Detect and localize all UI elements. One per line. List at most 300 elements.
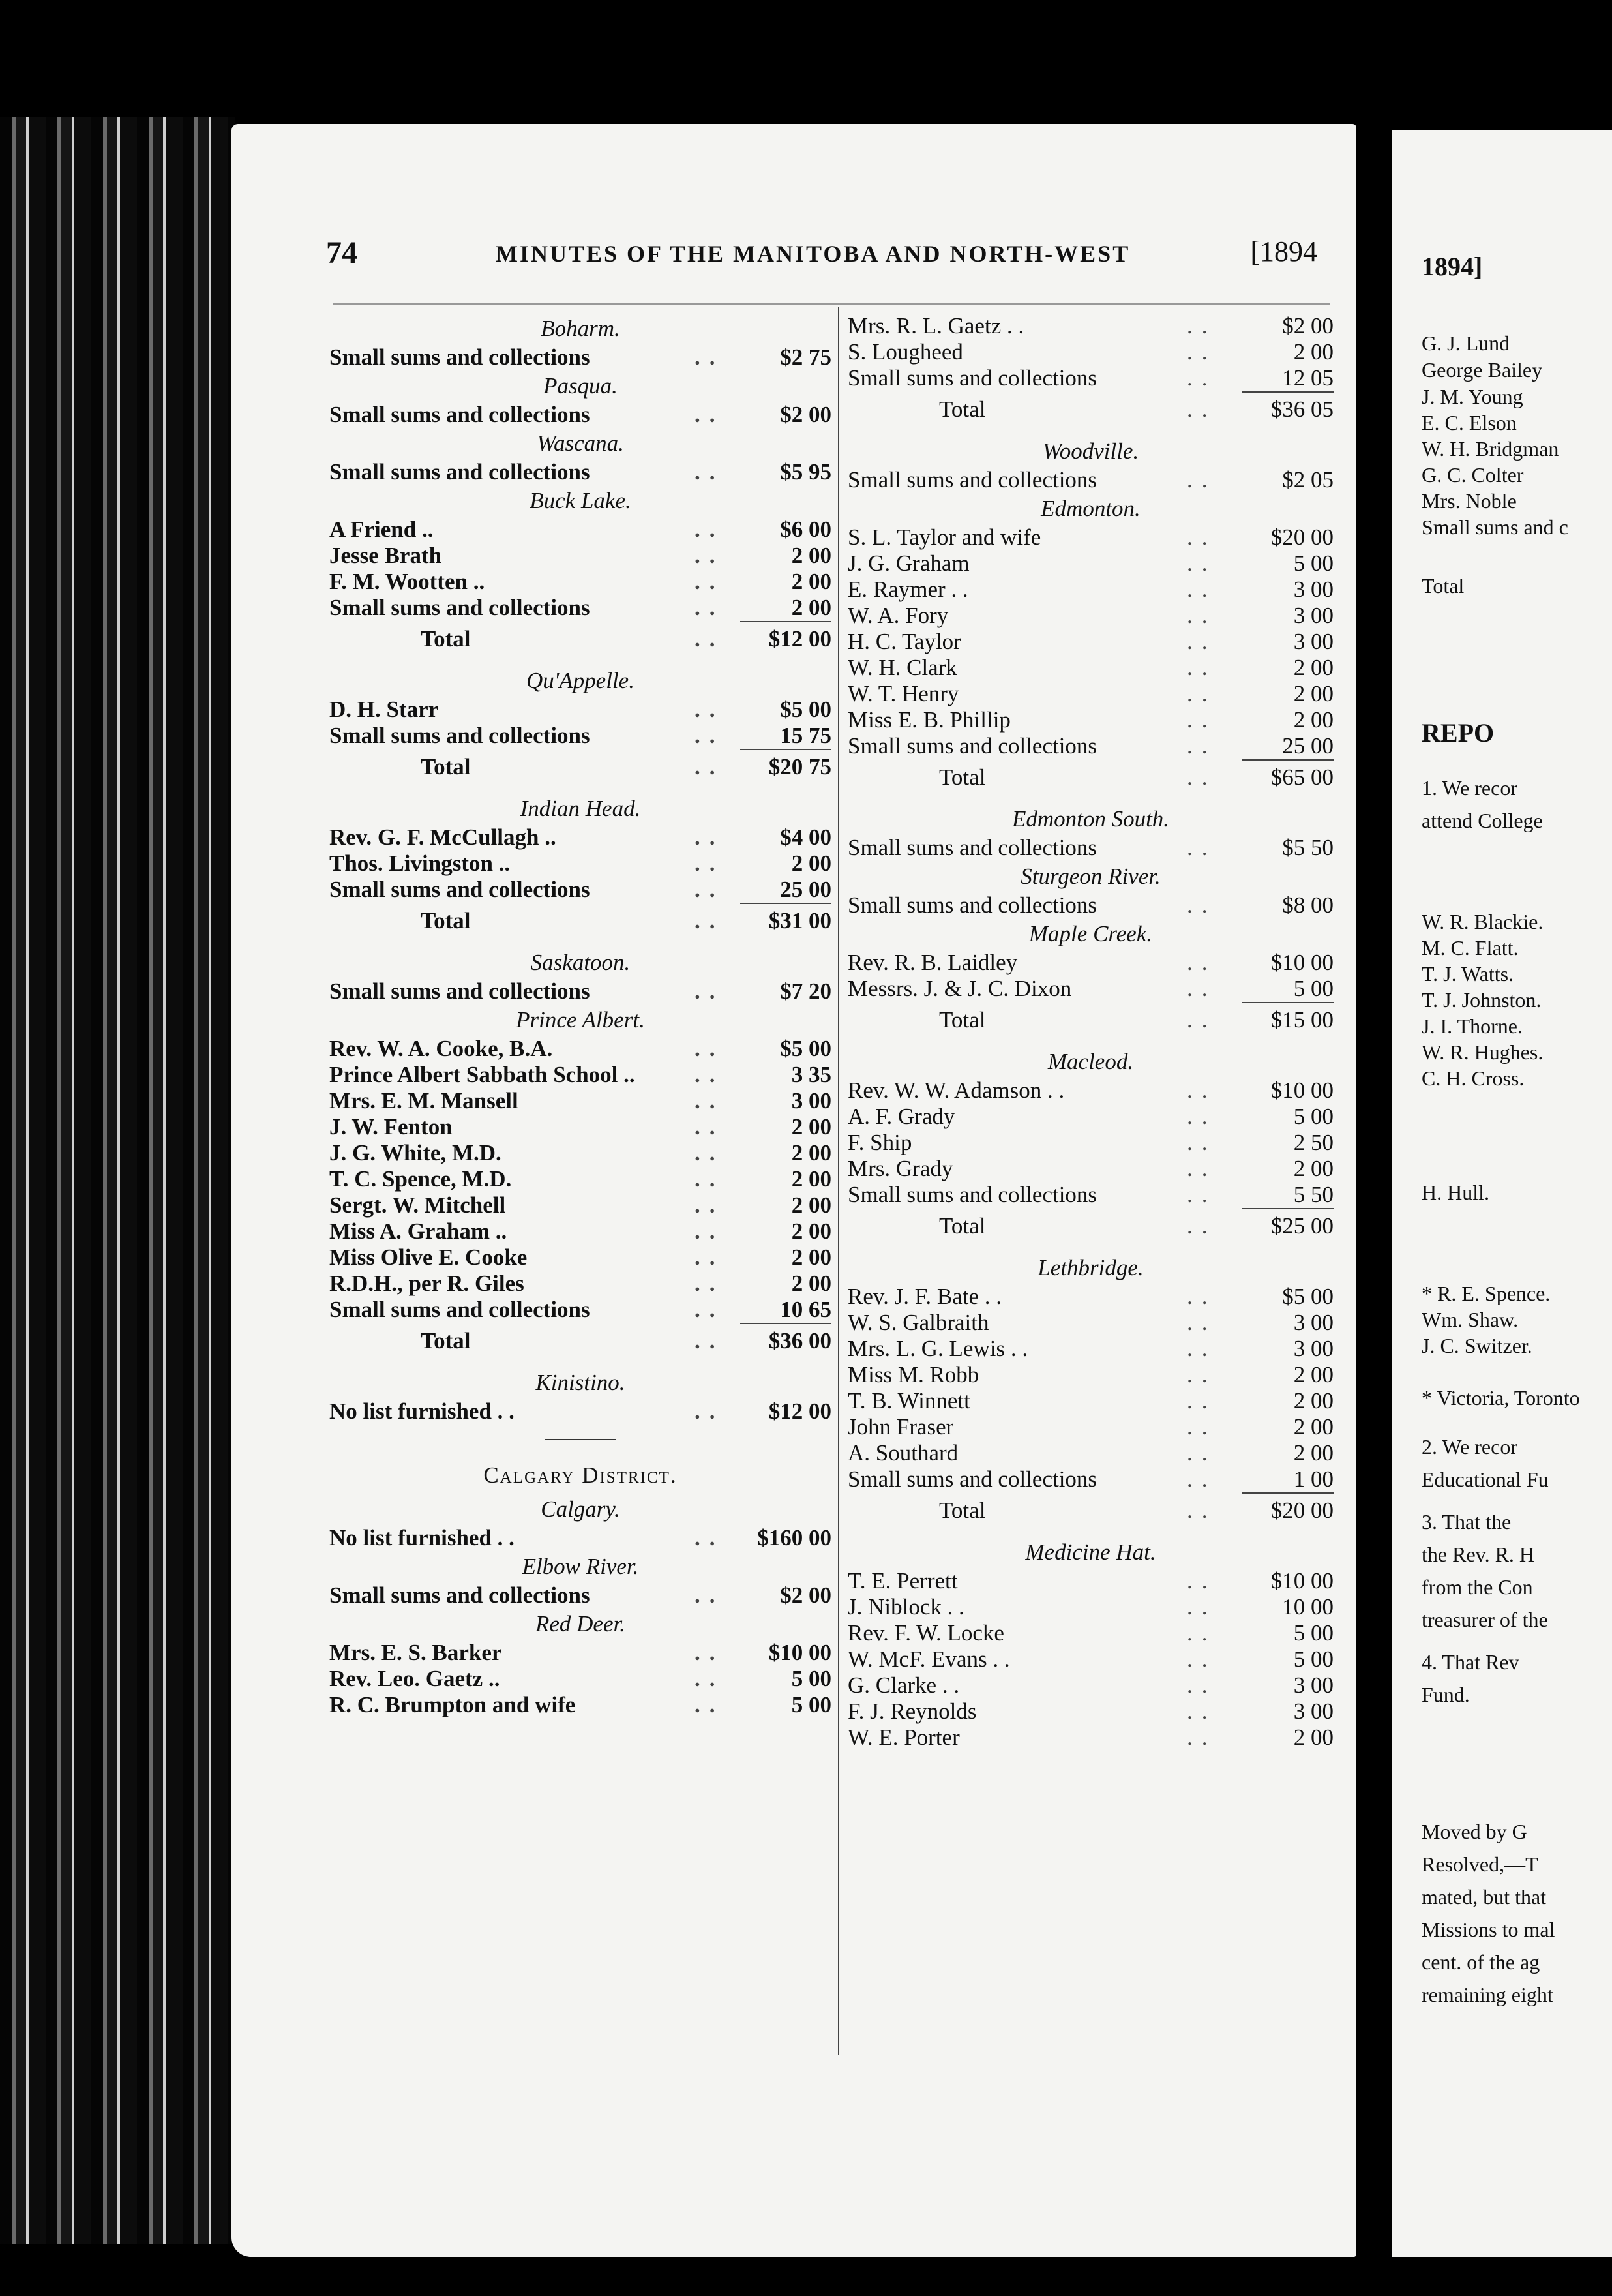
district-heading: Calgary District. xyxy=(483,1462,678,1488)
right-column xyxy=(848,313,1334,1751)
entry-row xyxy=(329,1297,831,1323)
contributor-name: R. C. Brumpton and wife xyxy=(329,1692,576,1717)
amount: 2 00 xyxy=(791,851,831,876)
page-gutter xyxy=(1356,117,1392,2270)
total-amount: $31 00 xyxy=(768,908,831,933)
amount: 10 00 xyxy=(1282,1594,1334,1620)
contributor-name: T. C. Spence, M.D. xyxy=(329,1166,512,1192)
amount: $5 00 xyxy=(780,697,831,722)
leader-dots: .. xyxy=(1187,1213,1217,1239)
contributor-name: No list furnished . . xyxy=(329,1525,515,1550)
contributor-name: John Fraser xyxy=(848,1414,954,1440)
amount: 2 00 xyxy=(791,1166,831,1192)
header-rule xyxy=(333,303,1330,305)
entry-row xyxy=(329,1692,831,1718)
contributor-name: A. F. Grady xyxy=(848,1104,955,1129)
contributor-name: J. G. Graham xyxy=(848,551,970,576)
total-row xyxy=(848,1007,1334,1033)
leader-dots: .. xyxy=(694,1666,724,1691)
contributor-name: Small sums and collections xyxy=(329,595,590,620)
contributor-name: W. T. Henry xyxy=(848,681,959,706)
leader-dots: .. xyxy=(1187,577,1217,602)
amount: 2 00 xyxy=(791,569,831,594)
contributor-name: R.D.H., per R. Giles xyxy=(329,1271,524,1296)
leader-dots: .. xyxy=(694,1398,724,1424)
leader-dots: .. xyxy=(1187,1414,1217,1440)
facing-page-line: Total xyxy=(1422,574,1465,597)
leader-dots: .. xyxy=(1187,603,1217,628)
entry-row xyxy=(329,877,831,903)
total-amount: $20 00 xyxy=(1270,1498,1334,1523)
leader-dots: .. xyxy=(1187,1646,1217,1672)
contributor-name: J. Niblock . . xyxy=(848,1594,964,1620)
entry-row xyxy=(848,1646,1334,1672)
facing-page-line: G. J. Lund xyxy=(1422,331,1510,355)
leader-dots: .. xyxy=(1187,1568,1217,1594)
contributor-name: No list furnished . . xyxy=(329,1398,515,1424)
entry-row xyxy=(329,978,831,1004)
contributor-name: Small sums and collections xyxy=(848,733,1097,759)
contributor-name: W. E. Porter xyxy=(848,1725,960,1750)
facing-page-line: Moved by G xyxy=(1422,1820,1527,1843)
entry-row xyxy=(329,1525,831,1551)
contributor-name: G. Clarke . . xyxy=(848,1672,960,1698)
book-binding xyxy=(0,117,235,2244)
facing-page-line: remaining eight xyxy=(1422,1983,1553,2006)
facing-page-line: Mrs. Noble xyxy=(1422,489,1517,513)
facing-page-line: from the Con xyxy=(1422,1575,1533,1599)
contributor-name: Rev. Leo. Gaetz .. xyxy=(329,1666,500,1691)
amount: $10 00 xyxy=(1270,1078,1334,1103)
amount: 2 00 xyxy=(791,1245,831,1270)
leader-dots: .. xyxy=(1187,1725,1217,1750)
entry-row xyxy=(848,1104,1334,1130)
contributor-name: Small sums and collections xyxy=(329,1297,590,1322)
section-heading: Calgary. xyxy=(541,1496,620,1522)
contributor-name: W. H. Clark xyxy=(848,655,957,680)
leader-dots: .. xyxy=(694,1582,724,1608)
section-heading: Lethbridge. xyxy=(1037,1255,1144,1280)
leader-dots: .. xyxy=(694,723,724,748)
contributor-name: Small sums and collections xyxy=(329,877,590,902)
column-divider xyxy=(838,307,839,2055)
facing-page-line: 4. That Rev xyxy=(1422,1650,1519,1674)
leader-dots: .. xyxy=(1187,1284,1217,1309)
amount: $5 00 xyxy=(780,1036,831,1061)
leader-dots: .. xyxy=(694,517,724,542)
leader-dots: .. xyxy=(694,459,724,485)
facing-page-line: the Rev. R. H xyxy=(1422,1543,1535,1566)
leader-dots: .. xyxy=(694,1218,724,1244)
entry-row xyxy=(848,1284,1334,1310)
amount: 10 65 xyxy=(780,1297,831,1322)
entry-row xyxy=(848,976,1334,1002)
leader-dots: .. xyxy=(1187,1466,1217,1492)
facing-page-line: attend College xyxy=(1422,809,1543,832)
entry-row xyxy=(848,577,1334,603)
facing-page-line: T. J. Watts. xyxy=(1422,962,1514,986)
section-heading: Maple Creek. xyxy=(1028,921,1153,946)
leader-dots: .. xyxy=(1187,892,1217,918)
contributor-name: Rev. R. B. Laidley xyxy=(848,950,1018,975)
entry-row xyxy=(329,1640,831,1666)
contributor-name: Small sums and collections xyxy=(329,1582,590,1608)
leader-dots: .. xyxy=(1187,313,1217,339)
contributor-name: Small sums and collections xyxy=(329,723,590,748)
entry-row xyxy=(329,1166,831,1192)
facing-page-line: 3. That the xyxy=(1422,1510,1512,1533)
total-label: Total xyxy=(421,754,471,779)
amount: 3 00 xyxy=(1293,1336,1334,1361)
leader-dots: .. xyxy=(1187,707,1217,733)
leader-dots: .. xyxy=(1187,950,1217,975)
entry-row xyxy=(848,1466,1334,1492)
total-label: Total xyxy=(421,908,471,933)
leader-dots: .. xyxy=(694,1328,724,1353)
leader-dots: .. xyxy=(1187,1078,1217,1103)
leader-dots: .. xyxy=(1187,524,1217,550)
entry-row xyxy=(848,1156,1334,1182)
entry-row xyxy=(848,603,1334,629)
total-label: Total xyxy=(939,1498,986,1523)
total-row xyxy=(329,626,831,652)
amount: 5 00 xyxy=(791,1692,831,1717)
entry-row xyxy=(848,1362,1334,1388)
amount: 2 00 xyxy=(791,1114,831,1140)
contributor-name: D. H. Starr xyxy=(329,697,439,722)
amount: 2 00 xyxy=(1293,655,1334,680)
leader-dots: .. xyxy=(1187,1007,1217,1033)
leader-dots: .. xyxy=(694,1192,724,1218)
entry-row xyxy=(848,1336,1334,1362)
page-number: 74 xyxy=(326,235,357,270)
contributor-name: Mrs. Grady xyxy=(848,1156,953,1181)
facing-page-line: W. R. Blackie. xyxy=(1422,910,1544,933)
leader-dots: .. xyxy=(1187,733,1217,759)
entry-row xyxy=(329,723,831,749)
amount: 2 00 xyxy=(791,1140,831,1166)
amount: 2 00 xyxy=(1293,681,1334,706)
section-heading: Edmonton. xyxy=(1041,496,1141,521)
contributor-name: Small sums and collections xyxy=(329,402,590,427)
section-heading: Woodville. xyxy=(1042,438,1139,464)
leader-dots: .. xyxy=(694,1640,724,1665)
total-label: Total xyxy=(421,1328,471,1353)
amount: 3 00 xyxy=(1293,577,1334,602)
facing-page-line: Small sums and c xyxy=(1422,515,1568,539)
amount: 5 00 xyxy=(791,1666,831,1691)
leader-dots: .. xyxy=(1187,1620,1217,1646)
leader-dots: .. xyxy=(1187,1594,1217,1620)
entry-row xyxy=(329,1398,831,1425)
facing-page-line: Resolved,—T xyxy=(1422,1852,1538,1876)
contributor-name: Mrs. E. M. Mansell xyxy=(329,1088,518,1113)
entry-row xyxy=(329,595,831,621)
contributor-name: Small sums and collections xyxy=(848,1182,1097,1207)
leader-dots: .. xyxy=(694,595,724,620)
leader-dots: .. xyxy=(1187,1699,1217,1724)
leader-dots: .. xyxy=(694,1140,724,1166)
entry-row xyxy=(329,1088,831,1114)
contributor-name: Sergt. W. Mitchell xyxy=(329,1192,506,1218)
facing-page-line: W. H. Bridgman xyxy=(1422,437,1559,461)
contributor-name: T. E. Perrett xyxy=(848,1568,958,1594)
amount: 2 00 xyxy=(791,595,831,620)
entry-row xyxy=(848,1130,1334,1156)
spacer xyxy=(329,780,831,793)
entry-row xyxy=(848,524,1334,551)
entry-row xyxy=(329,1192,831,1218)
spacer xyxy=(848,423,1334,436)
leader-dots: .. xyxy=(1187,655,1217,680)
leader-dots: .. xyxy=(694,754,724,779)
facing-page-line: * Victoria, Toronto xyxy=(1422,1386,1580,1410)
amount: $160 00 xyxy=(757,1525,831,1550)
leader-dots: .. xyxy=(1187,1440,1217,1466)
entry-row xyxy=(329,824,831,851)
entry-row xyxy=(329,1666,831,1692)
entry-row xyxy=(329,1036,831,1062)
contributor-name: W. A. Fory xyxy=(848,603,949,628)
entry-row xyxy=(329,1140,831,1166)
contributor-name: Miss E. B. Phillip xyxy=(848,707,1011,733)
facing-page-line: T. J. Johnston. xyxy=(1422,988,1542,1012)
contributor-name: Miss M. Robb xyxy=(848,1362,979,1387)
entry-row xyxy=(848,1620,1334,1646)
amount: 3 00 xyxy=(1293,603,1334,628)
entry-row xyxy=(848,681,1334,707)
contributor-name: Mrs. E. S. Barker xyxy=(329,1640,502,1665)
contributor-name: Small sums and collections xyxy=(848,892,1097,918)
total-label: Total xyxy=(939,764,986,790)
facing-page-line: G. C. Colter xyxy=(1422,463,1524,487)
amount: 5 00 xyxy=(1293,1104,1334,1129)
entry-row xyxy=(848,892,1334,918)
leader-dots: .. xyxy=(694,824,724,850)
leader-dots: .. xyxy=(1187,976,1217,1001)
amount: $7 20 xyxy=(780,978,831,1004)
entry-row xyxy=(848,365,1334,391)
leader-dots: .. xyxy=(1187,1130,1217,1155)
entry-row xyxy=(848,1310,1334,1336)
amount: 5 00 xyxy=(1293,551,1334,576)
spacer xyxy=(848,791,1334,804)
entry-row xyxy=(848,1594,1334,1620)
amount: 5 00 xyxy=(1293,1620,1334,1646)
leader-dots: .. xyxy=(1187,1388,1217,1413)
section-heading: Qu'Appelle. xyxy=(526,668,634,693)
leader-dots: .. xyxy=(694,1525,724,1550)
entry-row xyxy=(329,1245,831,1271)
facing-page-line: C. H. Cross. xyxy=(1422,1066,1525,1090)
contributor-name: S. L. Taylor and wife xyxy=(848,524,1041,550)
amount: 2 00 xyxy=(1293,1725,1334,1750)
facing-page-line: M. C. Flatt. xyxy=(1422,936,1519,959)
entry-row xyxy=(329,851,831,877)
contributor-name: W. S. Galbraith xyxy=(848,1310,989,1335)
total-row xyxy=(848,1213,1334,1239)
spacer xyxy=(329,934,831,947)
header-year: [1894 xyxy=(1250,235,1317,267)
facing-page-line: 1894] xyxy=(1422,252,1483,281)
total-row xyxy=(848,397,1334,423)
leader-dots: .. xyxy=(694,1036,724,1061)
entry-row xyxy=(848,1440,1334,1466)
leader-dots: .. xyxy=(694,569,724,594)
amount: $8 00 xyxy=(1282,892,1334,918)
facing-page-line: Fund. xyxy=(1422,1683,1470,1706)
section-heading: Buck Lake. xyxy=(530,488,631,513)
leader-dots: .. xyxy=(1187,764,1217,790)
total-row xyxy=(329,754,831,780)
contributor-name: F. M. Wootten .. xyxy=(329,569,485,594)
section-heading: Indian Head. xyxy=(520,796,641,821)
leader-dots: .. xyxy=(694,1692,724,1717)
facing-page-line: Missions to mal xyxy=(1422,1918,1555,1941)
entry-row xyxy=(329,344,831,370)
amount: $2 00 xyxy=(780,1582,831,1608)
entry-row xyxy=(848,950,1334,976)
entry-row xyxy=(848,835,1334,861)
amount: 5 00 xyxy=(1293,976,1334,1001)
spacer xyxy=(848,1524,1334,1537)
total-rule xyxy=(1242,759,1334,764)
amount: 2 00 xyxy=(1293,1440,1334,1466)
entry-row xyxy=(848,655,1334,681)
total-rule xyxy=(740,621,831,626)
contributor-name: T. B. Winnett xyxy=(848,1388,970,1413)
facing-page-line: * R. E. Spence. xyxy=(1422,1282,1551,1305)
spacer xyxy=(329,652,831,665)
amount: $12 00 xyxy=(768,1398,831,1424)
total-row xyxy=(329,908,831,934)
total-rule xyxy=(740,749,831,754)
leader-dots: .. xyxy=(1187,397,1217,422)
entry-row xyxy=(848,1182,1334,1208)
total-label: Total xyxy=(939,1007,986,1033)
amount: $5 50 xyxy=(1282,835,1334,860)
contributor-name: Thos. Livingston .. xyxy=(329,851,511,876)
leader-dots: .. xyxy=(694,1166,724,1192)
leader-dots: .. xyxy=(1187,1672,1217,1698)
total-amount: $12 00 xyxy=(768,626,831,652)
entry-row xyxy=(848,551,1334,577)
total-amount: $36 00 xyxy=(768,1328,831,1353)
facing-page-line: REPO xyxy=(1422,718,1495,748)
total-rule xyxy=(1242,1492,1334,1498)
spacer xyxy=(848,1033,1334,1046)
entry-row xyxy=(848,1725,1334,1751)
amount: 3 00 xyxy=(1293,1310,1334,1335)
contributor-name: Small sums and collections xyxy=(848,467,1097,492)
entry-row xyxy=(329,459,831,485)
contributor-name: Mrs. R. L. Gaetz . . xyxy=(848,313,1024,339)
amount: 3 35 xyxy=(791,1062,831,1087)
leader-dots: .. xyxy=(694,1062,724,1087)
contributor-name: Rev. F. W. Locke xyxy=(848,1620,1004,1646)
contributor-name: Rev. W. W. Adamson . . xyxy=(848,1078,1065,1103)
leader-dots: .. xyxy=(694,851,724,876)
total-rule xyxy=(740,1323,831,1328)
contributor-name: J. W. Fenton xyxy=(329,1114,453,1140)
contributor-name: E. Raymer . . xyxy=(848,577,968,602)
leader-dots: .. xyxy=(694,978,724,1004)
leader-dots: .. xyxy=(694,1114,724,1140)
entry-row xyxy=(329,402,831,428)
amount: 15 75 xyxy=(780,723,831,748)
contributor-name: Small sums and collections xyxy=(329,344,590,370)
total-label: Total xyxy=(939,397,986,422)
contributor-name: A. Southard xyxy=(848,1440,959,1466)
facing-page-line: George Bailey xyxy=(1422,358,1543,382)
leader-dots: .. xyxy=(1187,681,1217,706)
amount: $2 05 xyxy=(1282,467,1334,492)
amount: 2 00 xyxy=(791,1192,831,1218)
total-amount: $20 75 xyxy=(768,754,831,779)
amount: 2 00 xyxy=(1293,1388,1334,1413)
amount: 2 00 xyxy=(791,1218,831,1244)
amount: 1 00 xyxy=(1293,1466,1334,1492)
amount: 25 00 xyxy=(780,877,831,902)
contributor-name: Miss Olive E. Cooke xyxy=(329,1245,528,1270)
spacer xyxy=(329,1354,831,1367)
entry-row xyxy=(848,1388,1334,1414)
contributor-name: H. C. Taylor xyxy=(848,629,961,654)
amount: 25 00 xyxy=(1282,733,1334,759)
contributor-name: Mrs. L. G. Lewis . . xyxy=(848,1336,1028,1361)
total-label: Total xyxy=(939,1213,986,1239)
contributor-name: F. Ship xyxy=(848,1130,912,1155)
amount: $5 00 xyxy=(1282,1284,1334,1309)
contributor-name: W. McF. Evans . . xyxy=(848,1646,1010,1672)
amount: 3 00 xyxy=(1293,629,1334,654)
facing-page-line: Educational Fu xyxy=(1422,1468,1549,1491)
leader-dots: .. xyxy=(694,1088,724,1113)
leader-dots: .. xyxy=(1187,835,1217,860)
facing-page-line: J. I. Thorne. xyxy=(1422,1014,1523,1038)
section-heading: Sturgeon River. xyxy=(1021,864,1161,889)
facing-page-line: J. M. Young xyxy=(1422,385,1523,408)
leader-dots: .. xyxy=(694,543,724,568)
leader-dots: .. xyxy=(1187,1156,1217,1181)
amount: $4 00 xyxy=(780,824,831,850)
amount: 2 00 xyxy=(1293,707,1334,733)
entry-row xyxy=(848,1078,1334,1104)
leader-dots: .. xyxy=(694,1271,724,1296)
contributor-name: Small sums and collections xyxy=(848,1466,1097,1492)
entry-row xyxy=(848,1699,1334,1725)
amount: 2 50 xyxy=(1293,1130,1334,1155)
amount: 3 00 xyxy=(1293,1672,1334,1698)
entry-row xyxy=(848,707,1334,733)
total-row xyxy=(329,1328,831,1354)
contributor-name: Small sums and collections xyxy=(848,365,1097,391)
entry-row xyxy=(329,1271,831,1297)
entry-row xyxy=(329,1582,831,1609)
total-rule xyxy=(1242,1002,1334,1007)
entry-row xyxy=(329,1062,831,1088)
section-heading: Pasqua. xyxy=(543,373,618,399)
amount: 5 50 xyxy=(1293,1182,1334,1207)
leader-dots: .. xyxy=(694,908,724,933)
facing-page-line: E. C. Elson xyxy=(1422,411,1517,434)
section-heading: Boharm. xyxy=(541,316,620,341)
left-column xyxy=(329,313,831,1718)
amount: 12 05 xyxy=(1282,365,1334,391)
contributor-name: A Friend .. xyxy=(329,517,434,542)
section-heading: Elbow River. xyxy=(522,1554,639,1579)
leader-dots: .. xyxy=(1187,551,1217,576)
